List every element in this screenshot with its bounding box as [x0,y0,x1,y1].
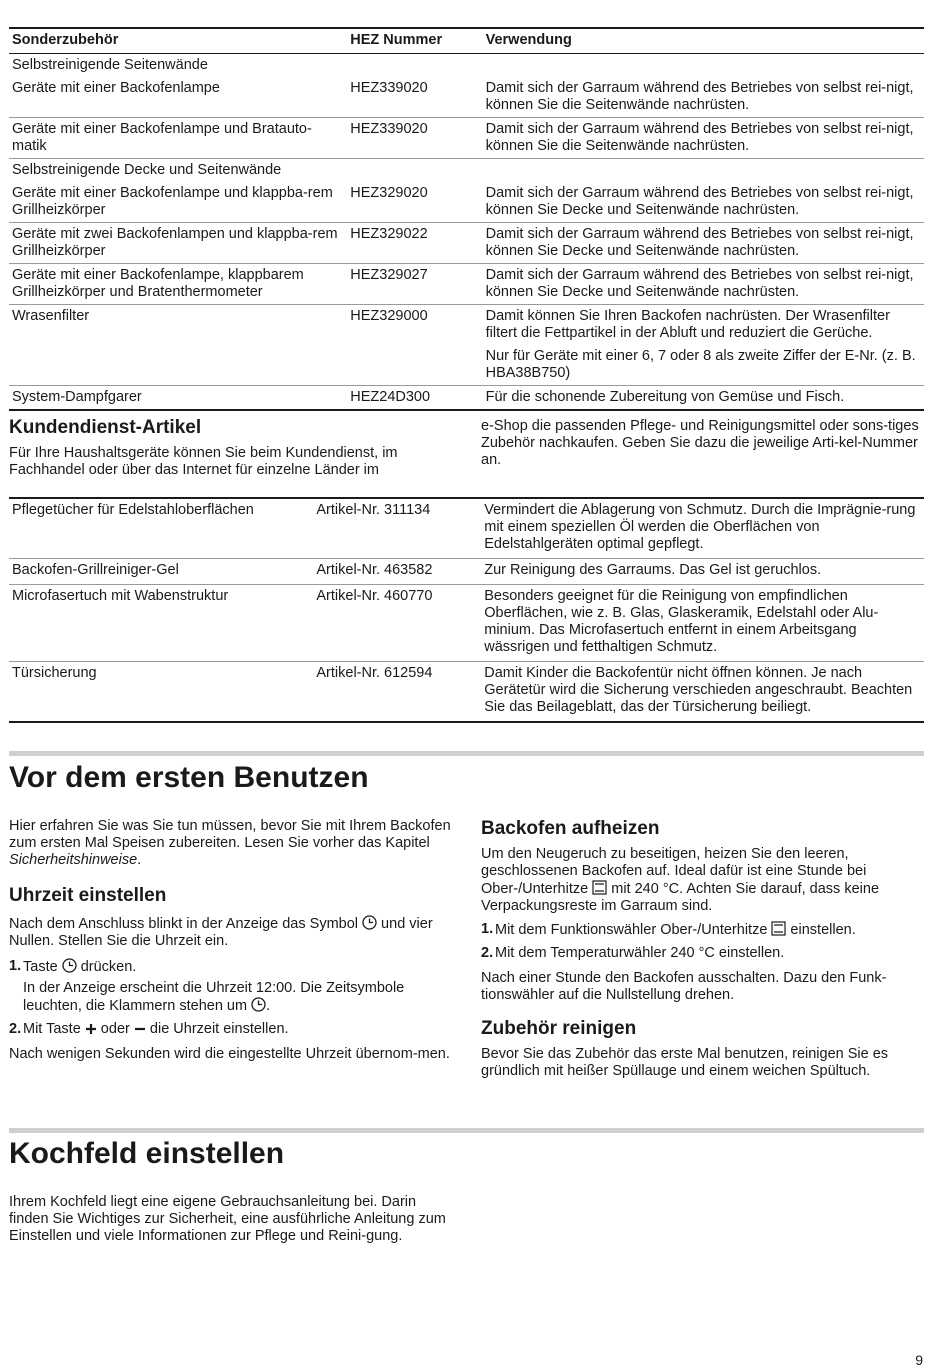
article-use: Besonders geeignet für die Reinigung von empfindlichen Oberflächen, wie z. B. Glas, Glaskeramik, Edelstahl oder Alu-minium. Das Microfasertuch entfernt in einem Arbeitsgang wässrigen und fetthaltigen Schmutz. [481,585,924,662]
kundendienst-intro-right: e-Shop die passenden Pflege- und Reinigungsmittel oder sons-tiges Zubehör nachkaufen. Geben Sie dazu die jeweilige Arti-kel-Nummer an. [481,418,919,468]
table-row [9,559,924,585]
clock-icon [62,958,77,973]
uhrzeit-text [9,915,454,950]
clock-icon [251,997,266,1012]
step-number: 1. [9,958,22,974]
article-number: Artikel-Nr. 460770 [313,585,481,662]
table-row [9,662,924,723]
hez-cell: HEZ339020 [347,118,482,159]
device-cell: Wrasenfilter [9,305,347,386]
table-row [9,182,924,223]
step-text-b: drücken. [76,959,137,975]
kundendienst-title: Kundendienst-Artikel [9,417,202,438]
plus-icon [85,1023,97,1035]
accessories-table [9,27,924,411]
step-result-b: . [266,998,271,1014]
use-cell [483,305,924,386]
article-name: Microfasertuch mit Wabenstruktur [9,585,313,662]
device-cell: Geräte mit einer Backofenlampe [9,77,347,118]
use-cell: Damit sich der Garraum während des Betriebes von selbst rei-nigt, können Sie die Seitenwände nachrüsten. [483,118,924,159]
uhrzeit-end: Nach wenigen Sekunden wird die eingestellte Uhrzeit übernom-men. [9,1046,450,1062]
hez-cell: HEZ24D300 [347,386,482,411]
hez-cell: HEZ329022 [347,223,482,264]
section-title-kochfeld: Kochfeld einstellen [9,1137,285,1170]
step-1-result [23,980,454,1015]
right-column [481,818,924,1080]
backofen-text [481,846,924,915]
left-column [9,818,454,1063]
vor-intro-emphasis: Sicherheitshinweise [9,852,138,868]
ober-unterhitze-icon [592,880,607,895]
backofen-text-a: Um den Neugeruch zu beseitigen, heizen Sie den leeren, geschlossenen Backofen auf. Ideal dafür ist eine Stunde bei Ober-/Unterhitze [481,846,867,897]
clock-icon [362,915,377,930]
step-text [23,1021,289,1038]
step-text-b: oder [96,1021,134,1037]
article-name: Türsicherung [9,662,313,723]
article-name: Backofen-Grillreiniger-Gel [9,559,313,585]
use-note: Nur für Geräte mit einer 6, 7 oder 8 als zweite Ziffer der E-Nr. (z. B. HBA38B750) [485,348,916,381]
hez-cell: HEZ329020 [347,182,482,223]
device-cell: Geräte mit einer Backofenlampe und Bratauto-matik [9,118,347,159]
use-cell: Damit sich der Garraum während des Betriebes von selbst rei-nigt, können Sie Decke und Seitenwände nachrüsten. [483,223,924,264]
step-text [23,958,136,976]
article-number: Artikel-Nr. 311134 [313,498,481,559]
step-text [495,921,856,939]
device-cell: Geräte mit einer Backofenlampe, klappbarem Grillheizkörper und Bratenthermometer [9,264,347,305]
header-hez-nummer: HEZ Nummer [347,28,482,54]
use-text: Damit können Sie Ihren Backofen nachrüsten. Der Wrasenfilter filtert die Fettpartikel in der Abluft und reduziert die Gerüche. [485,308,890,341]
kundendienst-intro-left: Für Ihre Haushaltsgeräte können Sie beim Kundendienst, im Fachhandel oder über das Internet für einzelne Länder im [9,445,398,478]
use-cell: Damit sich der Garraum während des Betriebes von selbst rei-nigt, können Sie Decke und Seitenwände nachrüsten. [483,182,924,223]
vor-intro-text: Hier erfahren Sie was Sie tun müssen, bevor Sie mit Ihrem Backofen zum ersten Mal Speisen zubereiten. Lesen Sie vorher das Kapitel [9,818,451,851]
table-row [9,223,924,264]
step-result-a: In der Anzeige erscheint die Uhrzeit 12:00. Die Zeitsymbole leuchten, die Klammern stehen um [23,980,405,1014]
vor-intro-end: . [137,852,142,868]
backofen-end: Nach einer Stunde den Backofen ausschalten. Dazu den Funk-tionswähler auf die Nullstellung drehen. [481,970,887,1003]
table-row [9,305,924,386]
article-name: Pflegetücher für Edelstahloberflächen [9,498,313,559]
use-cell: Damit sich der Garraum während des Betriebes von selbst rei-nigt, können Sie Decke und Seitenwände nachrüsten. [483,264,924,305]
step-1 [481,921,924,939]
table-header-row [9,28,924,54]
table-row [9,264,924,305]
hez-cell: HEZ329027 [347,264,482,305]
use-cell: Damit sich der Garraum während des Betriebes von selbst rei-nigt, können Sie die Seitenwände nachrüsten. [483,77,924,118]
step-text-a: Mit dem Funktionswähler Ober-/Unterhitze [495,922,772,938]
step-2 [481,945,924,962]
step-text-a: Taste [23,959,62,975]
step-number: 2. [9,1021,22,1037]
header-sonderzubehoer: Sonderzubehör [9,28,347,54]
section-title-vor: Vor dem ersten Benutzen [9,761,369,794]
article-number: Artikel-Nr. 612594 [313,662,481,723]
table-row [9,386,924,411]
kochfeld-text: Ihrem Kochfeld liegt eine eigene Gebrauchsanleitung bei. Darin finden Sie Wichtiges zur Sicherheit, eine ausführliche Anleitung zum Einstellen und viele Informationen zur Pflege und Reini-gung. [9,1194,446,1244]
zubehoer-text: Bevor Sie das Zubehör das erste Mal benutzen, reinigen Sie es gründlich mit heißer Spüllauge und einem weichen Spültuch. [481,1046,889,1079]
device-cell: Geräte mit einer Backofenlampe und klappba-rem Grillheizkörper [9,182,347,223]
device-cell: Geräte mit zwei Backofenlampen und klappba-rem Grillheizkörper [9,223,347,264]
section-divider [9,1128,924,1133]
article-use: Vermindert die Ablagerung von Schmutz. Durch die Imprägnie-rung mit einem speziellen Öl werden die Oberflächen von Edelstahlgeräten optimal gepflegt. [481,498,924,559]
step-number: 2. [481,945,494,961]
uhrzeit-text-b: und vier Nullen. Stellen Sie die Uhrzeit ein. [9,916,433,949]
article-use: Damit Kinder die Backofentür nicht öffnen können. Je nach Gerätetür wird die Sicherung verschieden angeschraubt. Beachten Sie das Beilageblatt, das der Türsicherung beiliegt. [481,662,924,723]
vor-intro [9,818,454,869]
hez-cell: HEZ329000 [347,305,482,386]
group-label: Selbstreinigende Seitenwände [12,57,208,73]
uhrzeit-title: Uhrzeit einstellen [9,885,167,906]
backofen-text-b: mit 240 °C. Achten Sie darauf, dass keine Verpackungsreste im Garraum sind. [481,881,880,914]
page-number: 9 [915,1352,923,1368]
group-label: Selbstreinigende Decke und Seitenwände [12,162,282,178]
uhrzeit-text-a: Nach dem Anschluss blinkt in der Anzeige das Symbol [9,916,363,932]
step-text-c: die Uhrzeit einstellen. [145,1021,289,1037]
article-number: Artikel-Nr. 463582 [313,559,481,585]
zubehoer-title: Zubehör reinigen [481,1018,637,1039]
step-text-b: einstellen. [786,922,856,938]
table-group-row [9,54,924,78]
backofen-title: Backofen aufheizen [481,818,660,839]
step-number: 1. [481,921,494,937]
section-divider [9,751,924,756]
table-row [9,77,924,118]
article-use: Zur Reinigung des Garraums. Das Gel ist geruchlos. [481,559,924,585]
step-1 [9,958,454,976]
minus-icon [134,1023,146,1035]
device-cell: System-Dampfgarer [9,386,347,411]
use-cell: Für die schonende Zubereitung von Gemüse und Fisch. [483,386,924,411]
step-text: Mit dem Temperaturwähler 240 °C einstellen. [495,945,785,961]
table-group-row [9,159,924,183]
table-row [9,585,924,662]
table-row [9,498,924,559]
ober-unterhitze-icon [771,921,786,936]
step-2 [9,1021,454,1038]
step-text-a: Mit Taste [23,1021,85,1037]
header-verwendung: Verwendung [483,28,924,54]
hez-cell: HEZ339020 [347,77,482,118]
kundendienst-table [9,497,924,723]
table-row [9,118,924,159]
